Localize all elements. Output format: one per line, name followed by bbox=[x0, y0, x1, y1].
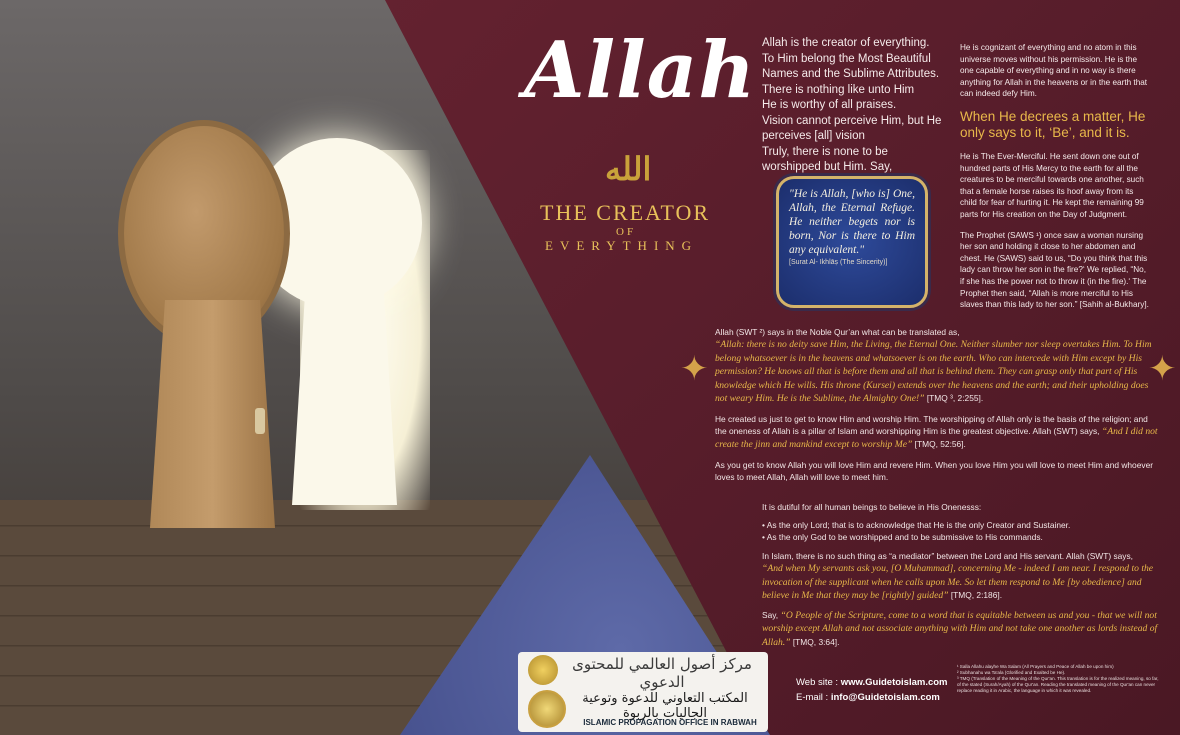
worship-paragraph bbox=[715, 413, 1160, 452]
ikhlas-quote-text: "He is Allah, [who is] One, Allah, the Eternal Refuge. He neither begets nor is born, Nor is there to Him any equivalent." bbox=[789, 188, 915, 256]
scripture-paragraph bbox=[762, 609, 1162, 650]
ornament-left-icon: ✦ bbox=[680, 350, 709, 388]
attribute-line: Allah is the creator of everything. bbox=[762, 37, 930, 49]
footnotes bbox=[957, 664, 1162, 694]
mediator-reference: [TMQ, 2:186]. bbox=[948, 590, 1003, 600]
footnote: ² Subhanahu wa Ta'ala (Glorified and Exalted be He). bbox=[957, 670, 1066, 675]
osoul-logo-icon bbox=[528, 655, 558, 685]
osoul-arabic-name: مركز أصول العالمي للمحتوى الدعوي bbox=[572, 655, 752, 691]
scripture-reference: [TMQ, 3:64]. bbox=[790, 636, 840, 647]
door-handle-icon bbox=[255, 408, 265, 434]
website-label: Web site : bbox=[796, 677, 841, 688]
main-text bbox=[715, 326, 1160, 490]
hadith-paragraph: The Prophet (SAWS ¹) once saw a woman nursing her son and holding it close to her abdomen and chest. He (SAWS) said to us, “Do you think that this lady can throw her son in the fire?‘ We replied, “No, if she has the power not to throw it (in the fire).‘ The Prophet then said, “Allah is more merciful to His slaves than this lady to her son.” [Sahih al-Bukhary]. bbox=[960, 230, 1149, 310]
contact-info bbox=[796, 675, 948, 705]
email-label: E-mail : bbox=[796, 692, 831, 703]
oneness-intro: It is dutiful for all human beings to believe in His Onenesss: bbox=[762, 502, 982, 512]
scripture-say: Say, bbox=[762, 609, 779, 620]
attribute-line: To Him belong the Most Beautiful Names and the Sublime Attributes. bbox=[762, 52, 940, 80]
decree-heading: When He decrees a matter, He only says to it, ‘Be’, and it is. bbox=[960, 108, 1146, 140]
kursi-intro: Allah (SWT ²) says in the Noble Qur’an what can be translated as, bbox=[715, 327, 960, 337]
mediator-paragraph bbox=[762, 550, 1162, 603]
keyhole-stem bbox=[292, 250, 397, 505]
list-item: • As the only God to be worshipped and to be submissive to His commands. bbox=[762, 531, 1162, 543]
footnote: ¹ Salla Allahu alayhe Wa Salam (All Prayers and Peace of Allah be upon him) bbox=[957, 664, 1114, 669]
oneness-section bbox=[762, 501, 1162, 655]
love-paragraph: As you get to know Allah you will love Him and revere Him. When you love Him you will love to meet Him and whoever loves to meet Allah, Allah will love to meet him. bbox=[715, 459, 1154, 482]
mediator-verse: “And when My servants ask you, [O Muhammad], concerning Me - indeed I am near. I respond to the invocation of the supplicant when he calls upon Me. So let them respond to Me [by obedience] and believe in Me that they may be [rightly] guided” bbox=[762, 563, 1154, 601]
worship-verse: “And I did not create the jinn and mankind except to worship Me” bbox=[715, 425, 1158, 450]
kursi-reference: [TMQ ³, 2:255]. bbox=[924, 393, 984, 403]
subtitle-main: THE CREATOR bbox=[540, 200, 711, 225]
kursi-paragraph bbox=[715, 326, 1160, 406]
ikhlas-quote-box bbox=[776, 176, 928, 308]
scripture-verse: “O People of the Scripture, come to a word that is equitable between us and you - that we will not worship except Allah and not associate anything with Him and not take one another as lords instead of Allah.” bbox=[762, 609, 1158, 648]
mercy-paragraph: He is The Ever-Merciful. He sent down one out of hundred parts of His Mercy to the earth for all the creatures to be merciful towards one another, such that a female horse raises its hoof away from its child for fear of hurting it. He kept the remaining 99 parts for His creation on the Day of Judgment. bbox=[960, 151, 1144, 219]
list-item: • As the only Lord; that is to acknowledge that He is the only Creator and Sustainer. bbox=[762, 519, 1162, 531]
worship-text: He created us just to get to know Him and worship Him. The worshipping of Allah only is the basis of the religion; and the oneness of Allah is a pillar of Islam and worshipping Him is the greatest objective. Allah (SWT) says, bbox=[715, 413, 1148, 436]
website-link[interactable]: www.Guidetoislam.com bbox=[840, 677, 948, 688]
kursi-verse: “Allah: there is no deity save Him, the Living, the Eternal One. Neither slumber nor sleep overtakes Him. To Him belong whatsoever is in the heavens and whatsoever is on the earth. Who can intercede with Him except by His permission? He knows all that is before them and all that is behind them. They can grasp only that part of His knowledge which He wills. His throne (Kursei) extends over the heavens and the earth; and their upholding does not weary Him. He is the Sublime, the Almighty One!” bbox=[715, 339, 1152, 404]
ikhlas-quote-source: [Surat Al- Ikhlāṣ (The Sincerity)] bbox=[789, 259, 888, 266]
subtitle-end: EVERYTHING bbox=[545, 238, 699, 253]
rabwah-arabic-name: المكتب التعاوني للدعوة وتوعية الجاليات بالربوة bbox=[582, 691, 748, 721]
subtitle-of: OF bbox=[616, 226, 637, 238]
rabwah-english-name: ISLAMIC PROPAGATION OFFICE IN RABWAH bbox=[583, 718, 757, 727]
email-link[interactable]: info@Guidetoislam.com bbox=[830, 692, 940, 703]
attributes-column bbox=[762, 36, 942, 176]
mercy-column bbox=[960, 42, 1150, 320]
cognizant-paragraph: He is cognizant of everything and no atom in this universe moves without his permission. He is the one capable of everything and in no way is there anything for Allah in the heavens or in the earth that can indeed defy Him. bbox=[960, 43, 1148, 99]
attribute-line: Vision cannot perceive Him, but He perceives [all] vision bbox=[762, 114, 942, 142]
oneness-list bbox=[762, 519, 1162, 543]
attribute-line: There is nothing like unto Him bbox=[762, 83, 915, 96]
attribute-line: He is worthy of all praises. bbox=[762, 99, 897, 111]
page-title: Allah bbox=[524, 25, 757, 116]
rabwah-logo-icon bbox=[528, 690, 566, 728]
worship-reference: [TMQ, 52:56]. bbox=[912, 439, 966, 449]
arabic-calligraphy: الله bbox=[605, 150, 652, 188]
ornament-right-icon: ✦ bbox=[1148, 350, 1177, 388]
attribute-line: Truly, there is none to be worshipped but Him. Say, bbox=[762, 145, 893, 173]
footnote: ³ TMQ (Translation of the Meaning of the Qur'an. This translation is for the realized meaning, so far, of the stated (Surah/Ayah) of the Qur'an. Reading the translated meaning of the Qur'an can never replace reading it in Arabic, the language in which it was revealed. bbox=[957, 676, 1159, 693]
mediator-text: In Islam, there is no such thing as “a mediator” between the Lord and His servant. Allah (SWT) says, bbox=[762, 551, 1133, 561]
